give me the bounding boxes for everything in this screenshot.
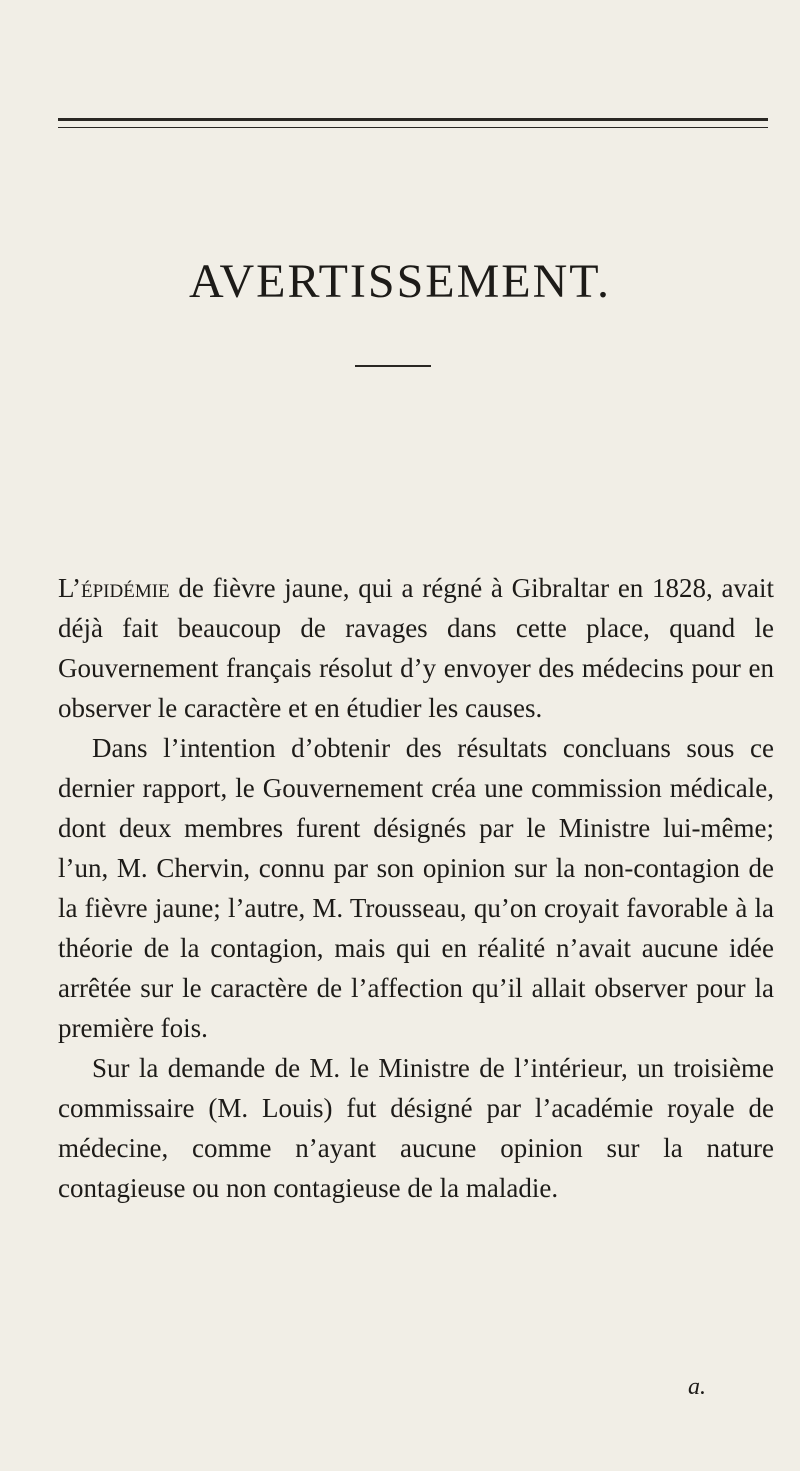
title-divider [355,365,431,367]
paragraph-1-text: de fièvre jaune, qui a régné à Gibraltar en 1828, avait déjà fait beaucoup de ravages dans cette place, quand le Gouvernement français résolut d’y envoyer des médecins pour en observer le caractère et en étudier les causes. [58,573,774,723]
paragraph-2: Dans l’intention d’obtenir des résultats concluans sous ce dernier rapport, le Gouvernement créa une commission médicale, dont deux membres furent désignés par le Ministre lui-même; l’un, M. Chervin, connu par son opinion sur la non-contagion de la fièvre jaune; l’autre, M. Trousseau, qu’on croyait favorable à la théorie de la contagion, mais qui en réalité n’avait aucune idée arrêtée sur le caractère de l’affection qu’il allait observer pour la première fois. [58,733,774,1043]
header-double-rule-top [58,118,768,121]
paragraph-lead: L’épidémie [58,573,170,603]
header-double-rule-bottom [58,127,768,128]
paragraph-1 [58,568,774,728]
paragraph-3: Sur la demande de M. le Ministre de l’intérieur, un troisième commissaire (M. Louis) fut désigné par l’académie royale de médecine, comme n’ayant aucune opinion sur la nature contagieuse ou non contagieuse de la maladie. [58,1053,774,1203]
body-text [58,568,774,1208]
page-title: AVERTISSEMENT. [188,255,612,308]
signature-mark: a. [688,1374,706,1400]
